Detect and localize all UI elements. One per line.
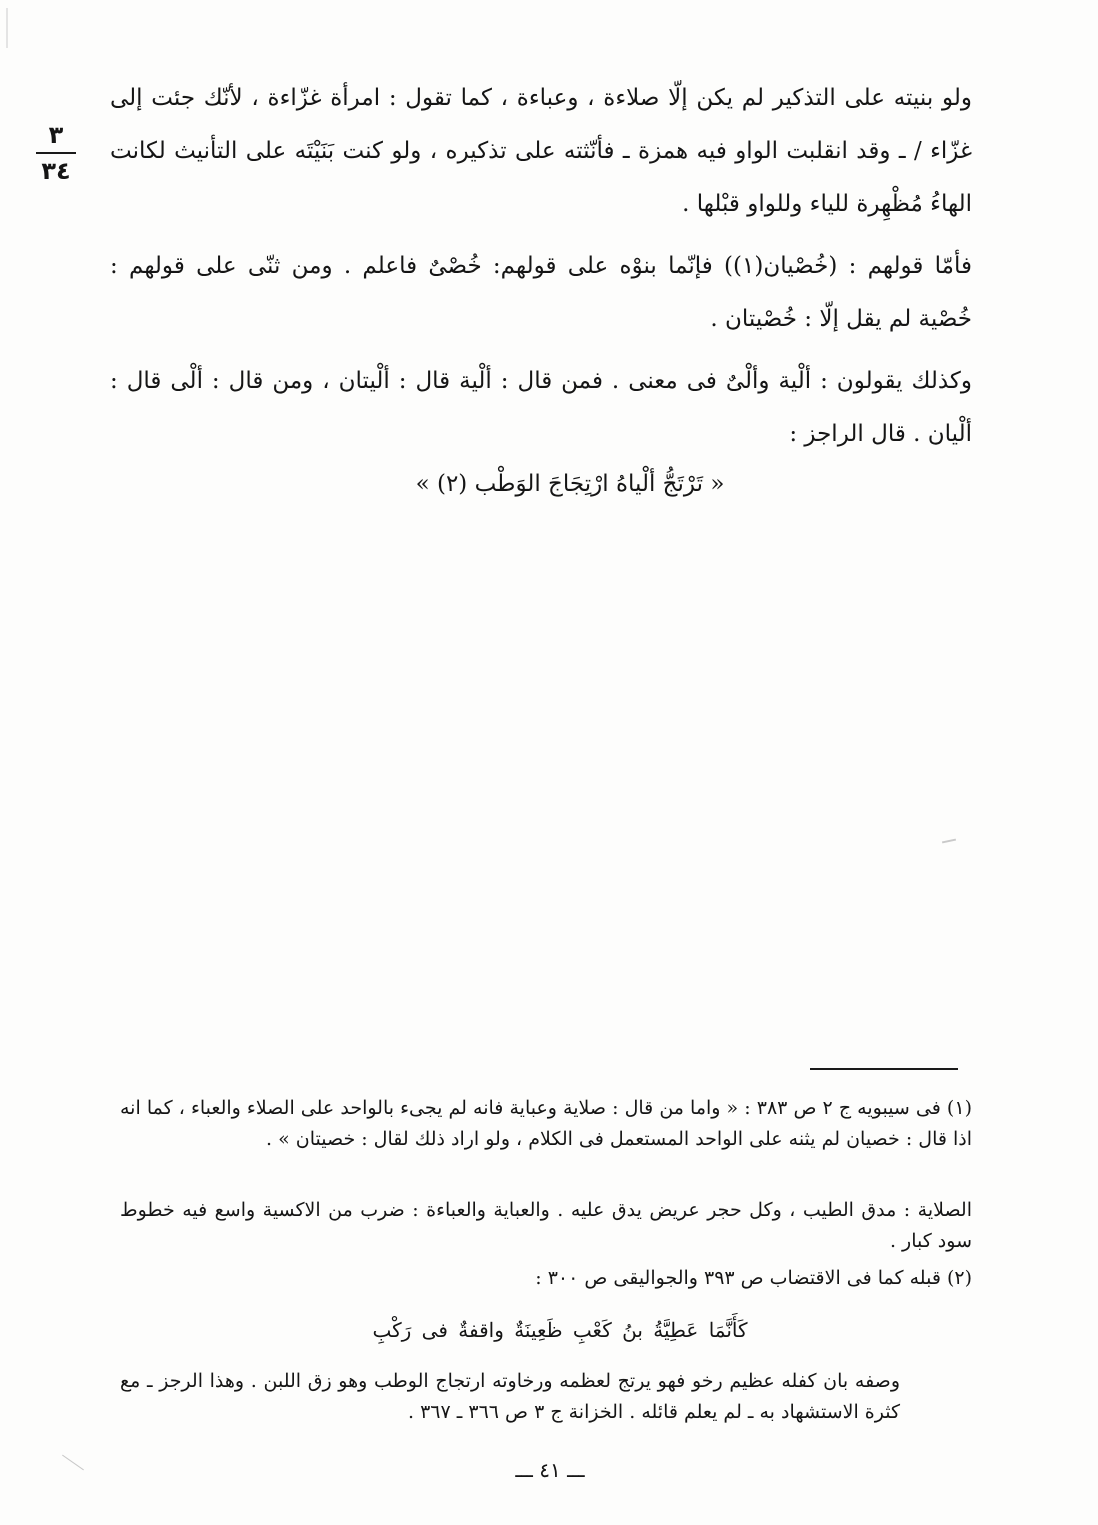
- paragraph-text: فأمّا قولهم : (خُصْيان(١)) فإنّما بنوْه على قولهم: خُصْىٌ فاعلم . ومن ثنّى على قولهم : خُصْية لم يقل إلّا : خُصْيتان .: [110, 253, 972, 332]
- footnote-1: (١) فى سيبويه ج ٢ ص ٣٨٣ : « واما من قال : صلاية وعباية فانه لم يجىء بالواحد على الصلاء والعباء ، كما انه اذا قال : خصيان لم يثنه على الواحد المستعمل فى الكلام ، ولو اراد ذلك لقال : خصيتان » .: [120, 1097, 972, 1150]
- footnote-2-verse: كَأَنَّمَا عَطِيَّةُ بنُ كَعْبِ ظَعِينَةٌ واقفةٌ فى رَكْبِ: [372, 1318, 748, 1342]
- page-number: ـــ ٤١ ـــ: [515, 1458, 585, 1482]
- scan-speck: [942, 839, 956, 844]
- scan-edge-shadow: [6, 8, 8, 48]
- footnote-2-commentary: وصفه بان كفله عظيم رخو فهو يرتج لعظمه ورخاوته ارتجاج الوطب وهو زق اللبن . وهذا الرجز ـ مع كثرة الاستشهاد به ـ لم يعلم قائله . الخزانة ج ٣ ص ٣٦٦ ـ ٣٦٧ .: [120, 1370, 900, 1423]
- margin-page-reference: [32, 120, 80, 186]
- paragraph-text: وكذلك يقولون : ألْية وألْىٌ فى معنى . فمن قال : ألْية قال : ألْيتان ، ومن قال : ألْى قال : ألْيان . قال الراجز :: [110, 368, 972, 447]
- scan-speck: [62, 1455, 84, 1471]
- footnote-2: (٢) قبله كما فى الاقتضاب ص ٣٩٣ والجواليقى ص ٣٠٠ :: [535, 1267, 972, 1289]
- footnote-1-gloss: الصلاية : مدق الطيب ، وكل حجر عريض يدق عليه . والعباية والعباءة : ضرب من الاكسية واسع فيه خطوط سود كبار .: [120, 1199, 972, 1252]
- body-paragraph-3: [110, 355, 972, 461]
- margin-reference-bottom: ٣٤: [41, 157, 71, 185]
- paragraph-text: ولو بنيته على التذكير لم يكن إلّا صلاءة ، وعباءة ، كما تقول : امرأة غزّاءة ، لأنّك جئت إلى غزّاء / ـ وقد انقلبت الواو فيه همزة ـ فأنّثته على تذكيره ، ولو كنت بَنَيْتَه على التأنيث لكانت الهاءُ مُظْهِرة للياء وللواو قبْلها .: [110, 85, 972, 217]
- body-paragraph-1: [110, 72, 972, 231]
- margin-reference-rule: [36, 152, 76, 154]
- margin-reference-top: ٣: [48, 121, 64, 149]
- verse-quotation: « تَرْتَجُّ ألْياهُ ارْتِجَاجَ الوَطْب (٢) »: [415, 471, 725, 497]
- body-paragraph-2: [110, 240, 972, 346]
- footnote-separator: [810, 1068, 958, 1070]
